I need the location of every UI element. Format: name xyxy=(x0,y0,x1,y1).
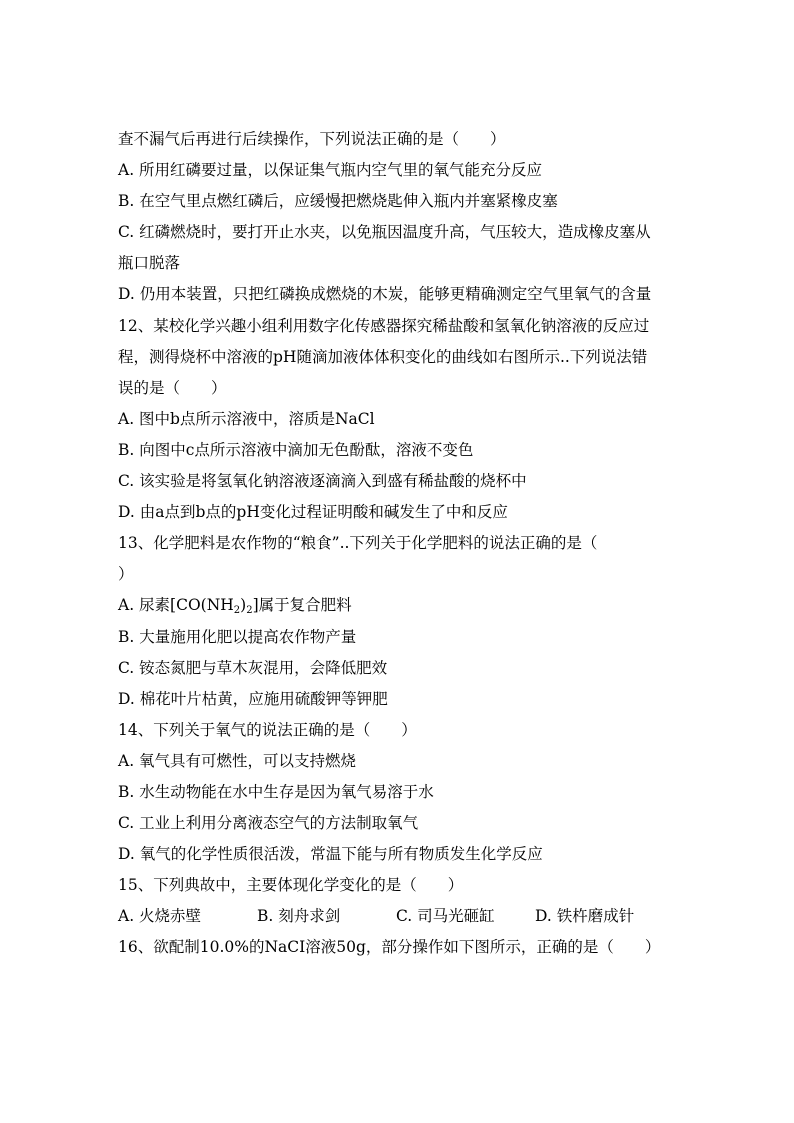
urea-sub2: 2 xyxy=(246,605,253,617)
question-16: 16、欲配制10.0%的NaCI溶液50g，部分操作如下图所示，正确的是（ ） xyxy=(118,938,661,957)
urea-prefix: A. 尿素[CO(NH xyxy=(118,596,234,615)
option-a-q11: A. 所用红磷要过量，以保证集气瓶内空气里的氧气能充分反应 xyxy=(118,161,543,180)
option-c-q12: C. 该实验是将氢氧化钠溶液逐滴滴入到盛有稀盐酸的烧杯中 xyxy=(118,472,527,491)
option-d-q14: D. 氧气的化学性质很活泼，常温下能与所有物质发生化学反应 xyxy=(118,845,543,864)
option-a-q14: A. 氧气具有可燃性，可以支持燃烧 xyxy=(118,751,357,770)
urea-sub1: 2 xyxy=(233,605,241,617)
option-b-q14: B. 水生动物能在水中生存是因为氧气易溶于水 xyxy=(118,782,434,801)
option-c-q13: C. 铵态氮肥与草木灰混用，会降低肥效 xyxy=(118,658,388,677)
option-b-q12: B. 向图中c点所示溶液中滴加无色酚酞，溶液不变色 xyxy=(118,440,474,459)
q15-options-row xyxy=(118,901,678,932)
document-body xyxy=(118,124,678,964)
urea-suffix: ]属于复合肥料 xyxy=(252,596,352,615)
option-a-q13 xyxy=(118,590,678,621)
option-b-q11: B. 在空气里点燃红磷后，应缓慢把燃烧匙伸入瓶内并塞紧橡皮塞 xyxy=(118,192,558,211)
option-d-q13: D. 棉花叶片枯黄，应施用硫酸钾等钾肥 xyxy=(118,689,388,708)
option-d-q15: D. 铁杵磨成针 xyxy=(535,907,635,926)
option-b-q15: B. 刻舟求剑 xyxy=(257,907,341,926)
option-d-q11: D. 仍用本装置，只把红磷换成燃烧的木炭，能够更精确测定空气里氧气的含量 xyxy=(118,285,652,304)
question-12-cont: 程，测得烧杯中溶液的pH随滴加液体体积变化的曲线如右图所示..下列说法错 xyxy=(118,347,648,366)
text-line: 查不漏气后再进行后续操作，下列说法正确的是（ ） xyxy=(118,130,506,148)
question-13: 13、化学肥料是农作物的“粮食”..下列关于化学肥料的说法正确的是（ xyxy=(118,534,598,553)
question-15: 15、下列典故中，主要体现化学变化的是（ ） xyxy=(118,876,464,895)
urea-mid: ) xyxy=(240,596,247,615)
option-c-q11: C. 红磷燃烧时，要打开止水夹，以免瓶因温度升高，气压较大，造成橡皮塞从 xyxy=(118,223,651,242)
option-a-q15: A. 火烧赤壁 xyxy=(118,907,202,926)
question-14: 14、下列关于氧气的说法正确的是（ ） xyxy=(118,720,417,739)
question-12-cont2: 误的是（ ） xyxy=(118,378,227,397)
option-d-q12: D. 由a点到b点的pH变化过程证明酸和碱发生了中和反应 xyxy=(118,503,508,522)
option-c-q15: C. 司马光砸缸 xyxy=(396,907,495,926)
question-12: 12、某校化学兴趣小组利用数字化传感器探究稀盐酸和氢氧化钠溶液的反应过 xyxy=(118,316,650,335)
option-c-q11-cont: 瓶口脱落 xyxy=(118,254,181,273)
option-a-q12: A. 图中b点所示溶液中，溶质是NaCl xyxy=(118,409,375,428)
option-c-q14: C. 工业上利用分离液态空气的方法制取氧气 xyxy=(118,814,419,833)
option-b-q13: B. 大量施用化肥以提高农作物产量 xyxy=(118,627,357,646)
question-13-cont: ） xyxy=(118,565,134,584)
